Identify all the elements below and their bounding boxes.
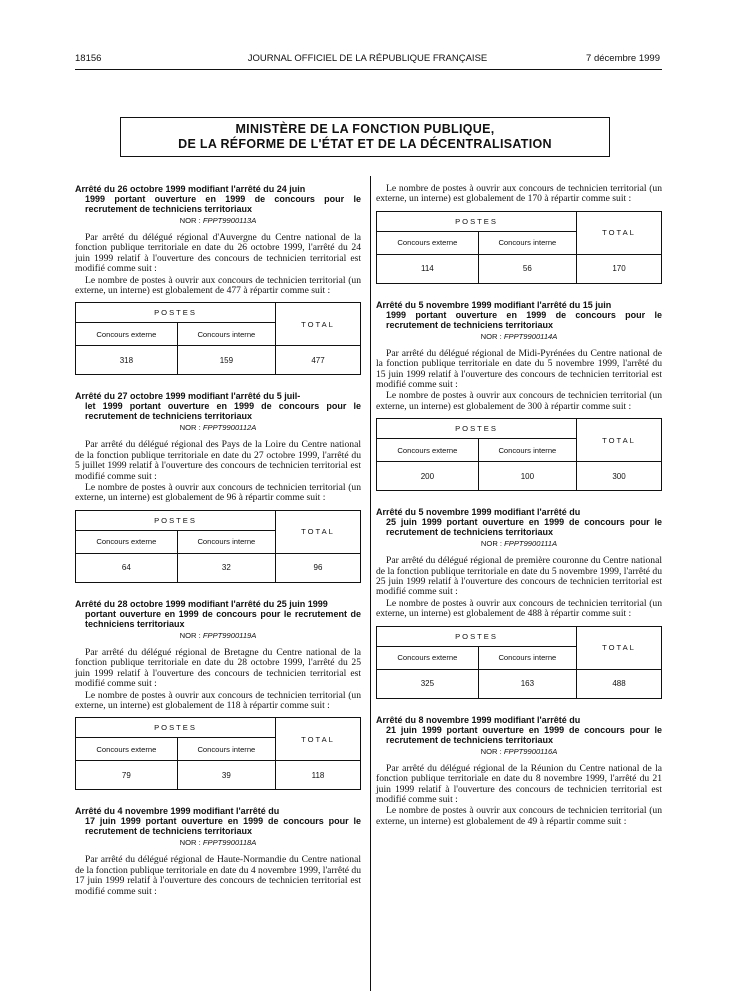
article-paragraph: Par arrêté du délégué régional de première couronne du Centre national de la fonction publique territoriale en date du 5 novembre 1999, l'arrêté du 25 juin 1999 relatif à l'ouverture des concours de technicien territorial est modifié comme suit : xyxy=(376,555,662,598)
interne-header: Concours interne xyxy=(177,530,275,553)
article-title: Arrêté du 4 novembre 1999 modifiant l'arrêté du 17 juin 1999 portant ouverture en 1999 de concours pour le recrutement de techniciens territoriaux xyxy=(75,806,361,837)
externe-header: Concours externe xyxy=(76,738,178,761)
interne-value: 39 xyxy=(177,761,275,790)
article xyxy=(376,715,662,827)
nor-reference: NOR : FPPT9900112A xyxy=(179,423,257,433)
article-title: Arrêté du 27 octobre 1999 modifiant l'arrêté du 5 juil- let 1999 portant ouverture en 1999 de concours pour le recrutement de techniciens territoriaux xyxy=(75,391,361,422)
postes-header: POSTES xyxy=(377,626,577,646)
nor-reference: NOR : FPPT9900113A xyxy=(179,216,257,225)
article-paragraph: Par arrêté du délégué régional de Haute-Normandie du Centre national de la fonction publique territoriale en date du 4 novembre 1999, l'arrêté du 17 juin 1999 relatif à l'ouverture des concours de technicien territorial est modifié comme suit : xyxy=(75,854,361,897)
total-header: TOTAL xyxy=(276,510,361,553)
article-title: Arrêté du 26 octobre 1999 modifiant l'arrêté du 24 juin 1999 portant ouverture en 1999 de concours pour le recrutement de techniciens territoriaux xyxy=(75,184,361,214)
externe-value: 325 xyxy=(377,669,479,698)
interne-header: Concours interne xyxy=(177,323,275,346)
externe-header: Concours externe xyxy=(377,439,479,462)
ministry-line-1: MINISTÈRE DE LA FONCTION PUBLIQUE, xyxy=(235,122,495,136)
article-title: Arrêté du 8 novembre 1999 modifiant l'arrêté du 21 juin 1999 portant ouverture en 1999 de concours pour le recrutement de techniciens territoriaux xyxy=(376,714,662,745)
article-continuation xyxy=(376,184,662,284)
externe-header: Concours externe xyxy=(76,323,178,346)
postes-table xyxy=(376,211,662,284)
postes-table xyxy=(75,302,361,375)
article-paragraph: Par arrêté du délégué régional de Bretagne du Centre national de la fonction publique territoriale en date du 28 octobre 1999, l'arrêté du 25 juin 1999 relatif à l'ouverture des concours de technicien territorial est modifié comme suit : xyxy=(75,646,361,690)
article xyxy=(75,599,361,790)
total-header: TOTAL xyxy=(577,211,662,254)
article-title: Arrêté du 28 octobre 1999 modifiant l'arrêté du 25 juin 1999 portant ouverture en 1999 de concours pour le recrutement de techniciens territoriaux xyxy=(75,598,361,629)
article-title: Arrêté du 5 novembre 1999 modifiant l'arrêté du 25 juin 1999 portant ouverture en 1999 de concours pour le recrutement de techniciens territoriaux xyxy=(376,507,662,538)
article xyxy=(376,300,662,491)
externe-header: Concours externe xyxy=(76,530,178,553)
article-paragraph: Par arrêté du délégué régional de la Réunion du Centre national de la fonction publique territoriale en date du 8 novembre 1999, l'arrêté du 21 juin 1999 relatif à l'ouverture des concours de technicien territorial est modifié comme suit : xyxy=(376,762,662,805)
nor-reference: NOR : FPPT9900111A xyxy=(480,539,558,549)
interne-value: 56 xyxy=(478,254,576,283)
article-paragraph: Par arrêté du délégué régional des Pays de la Loire du Centre national de la fonction publique territoriale en date du 27 octobre 1999, l'arrêté du 5 juillet 1999 relatif à l'ouverture des concours de technicien territorial est modifié comme suit : xyxy=(75,439,361,482)
interne-value: 163 xyxy=(478,669,576,698)
interne-value: 159 xyxy=(177,346,275,375)
nor-reference: NOR : FPPT9900118A xyxy=(179,838,257,848)
externe-value: 114 xyxy=(377,254,479,283)
total-header: TOTAL xyxy=(276,303,361,346)
postes-table xyxy=(376,418,662,491)
postes-header: POSTES xyxy=(377,419,577,439)
postes-table xyxy=(75,510,361,583)
total-value: 477 xyxy=(276,346,361,375)
postes-table xyxy=(75,717,361,790)
ministry-heading xyxy=(120,117,610,157)
article-paragraph: Par arrêté du délégué régional de Midi-Pyrénées du Centre national de la fonction publique territoriale en date du 5 novembre 1999, l'arrêté du 15 juin 1999 relatif à l'ouverture des concours de technicien territorial est modifié comme suit : xyxy=(376,347,662,391)
article-title: Arrêté du 5 novembre 1999 modifiant l'arrêté du 15 juin 1999 portant ouverture en 1999 de concours pour le recrutement de techniciens territoriaux xyxy=(376,299,662,330)
article-paragraph: Le nombre de postes à ouvrir aux concours de technicien territorial (un externe, un interne) est globalement de 96 à répartir comme suit : xyxy=(75,482,361,504)
page-number: 18156 xyxy=(75,53,102,64)
interne-header: Concours interne xyxy=(478,439,576,462)
total-value: 170 xyxy=(577,254,662,283)
total-header: TOTAL xyxy=(577,419,662,462)
ministry-line-2: DE LA RÉFORME DE L'ÉTAT ET DE LA DÉCENTRALISATION xyxy=(178,137,552,151)
right-column xyxy=(376,184,662,828)
article-paragraph: Le nombre de postes à ouvrir aux concours de technicien territorial (un externe, un interne) est globalement de 49 à répartir comme suit : xyxy=(376,805,662,827)
externe-value: 79 xyxy=(76,761,178,790)
article-paragraph: Le nombre de postes à ouvrir aux concours de technicien territorial (un externe, un interne) est globalement de 300 à répartir comme suit : xyxy=(376,390,662,412)
total-value: 96 xyxy=(276,553,361,582)
interne-value: 32 xyxy=(177,553,275,582)
nor-reference: NOR : FPPT9900114A xyxy=(480,331,558,341)
article-paragraph: Le nombre de postes à ouvrir aux concours de technicien territorial (un externe, un interne) est globalement de 477 à répartir comme suit : xyxy=(75,274,361,297)
postes-header: POSTES xyxy=(377,211,577,231)
column-separator xyxy=(370,176,371,991)
article-paragraph: Le nombre de postes à ouvrir aux concours de technicien territorial (un externe, un interne) est globalement de 170 à répartir comme suit : xyxy=(376,183,662,205)
interne-header: Concours interne xyxy=(177,738,275,761)
article xyxy=(75,391,361,582)
interne-header: Concours interne xyxy=(478,231,576,254)
postes-header: POSTES xyxy=(76,303,276,323)
postes-header: POSTES xyxy=(76,718,276,738)
postes-header: POSTES xyxy=(76,510,276,530)
journal-title: JOURNAL OFFICIEL DE LA RÉPUBLIQUE FRANÇAISE xyxy=(247,53,488,64)
header-rule xyxy=(75,69,662,70)
issue-date: 7 décembre 1999 xyxy=(586,53,660,64)
total-header: TOTAL xyxy=(577,626,662,669)
article-paragraph: Le nombre de postes à ouvrir aux concours de technicien territorial (un externe, un interne) est globalement de 488 à répartir comme suit : xyxy=(376,597,662,620)
total-value: 300 xyxy=(577,462,662,491)
article xyxy=(75,184,361,375)
nor-reference: NOR : FPPT9900116A xyxy=(480,746,558,756)
externe-value: 200 xyxy=(377,462,479,491)
nor-reference: NOR : FPPT9900119A xyxy=(179,630,257,640)
externe-header: Concours externe xyxy=(377,646,479,669)
externe-value: 64 xyxy=(76,553,178,582)
left-column xyxy=(75,184,361,898)
article xyxy=(75,806,361,897)
article-paragraph: Par arrêté du délégué régional d'Auvergne du Centre national de la fonction publique territoriale en date du 26 octobre 1999, l'arrêté du 24 juin 1999 relatif à l'ouverture des concours de technicien territorial est modifié comme suit : xyxy=(75,232,361,275)
total-value: 488 xyxy=(577,669,662,698)
total-header: TOTAL xyxy=(276,718,361,761)
postes-table xyxy=(376,626,662,699)
total-value: 118 xyxy=(276,761,361,790)
interne-value: 100 xyxy=(478,462,576,491)
article xyxy=(376,507,662,698)
article-paragraph: Le nombre de postes à ouvrir aux concours de technicien territorial (un externe, un interne) est globalement de 118 à répartir comme suit : xyxy=(75,689,361,711)
externe-value: 318 xyxy=(76,346,178,375)
page-header xyxy=(75,53,660,67)
interne-header: Concours interne xyxy=(478,646,576,669)
externe-header: Concours externe xyxy=(377,231,479,254)
